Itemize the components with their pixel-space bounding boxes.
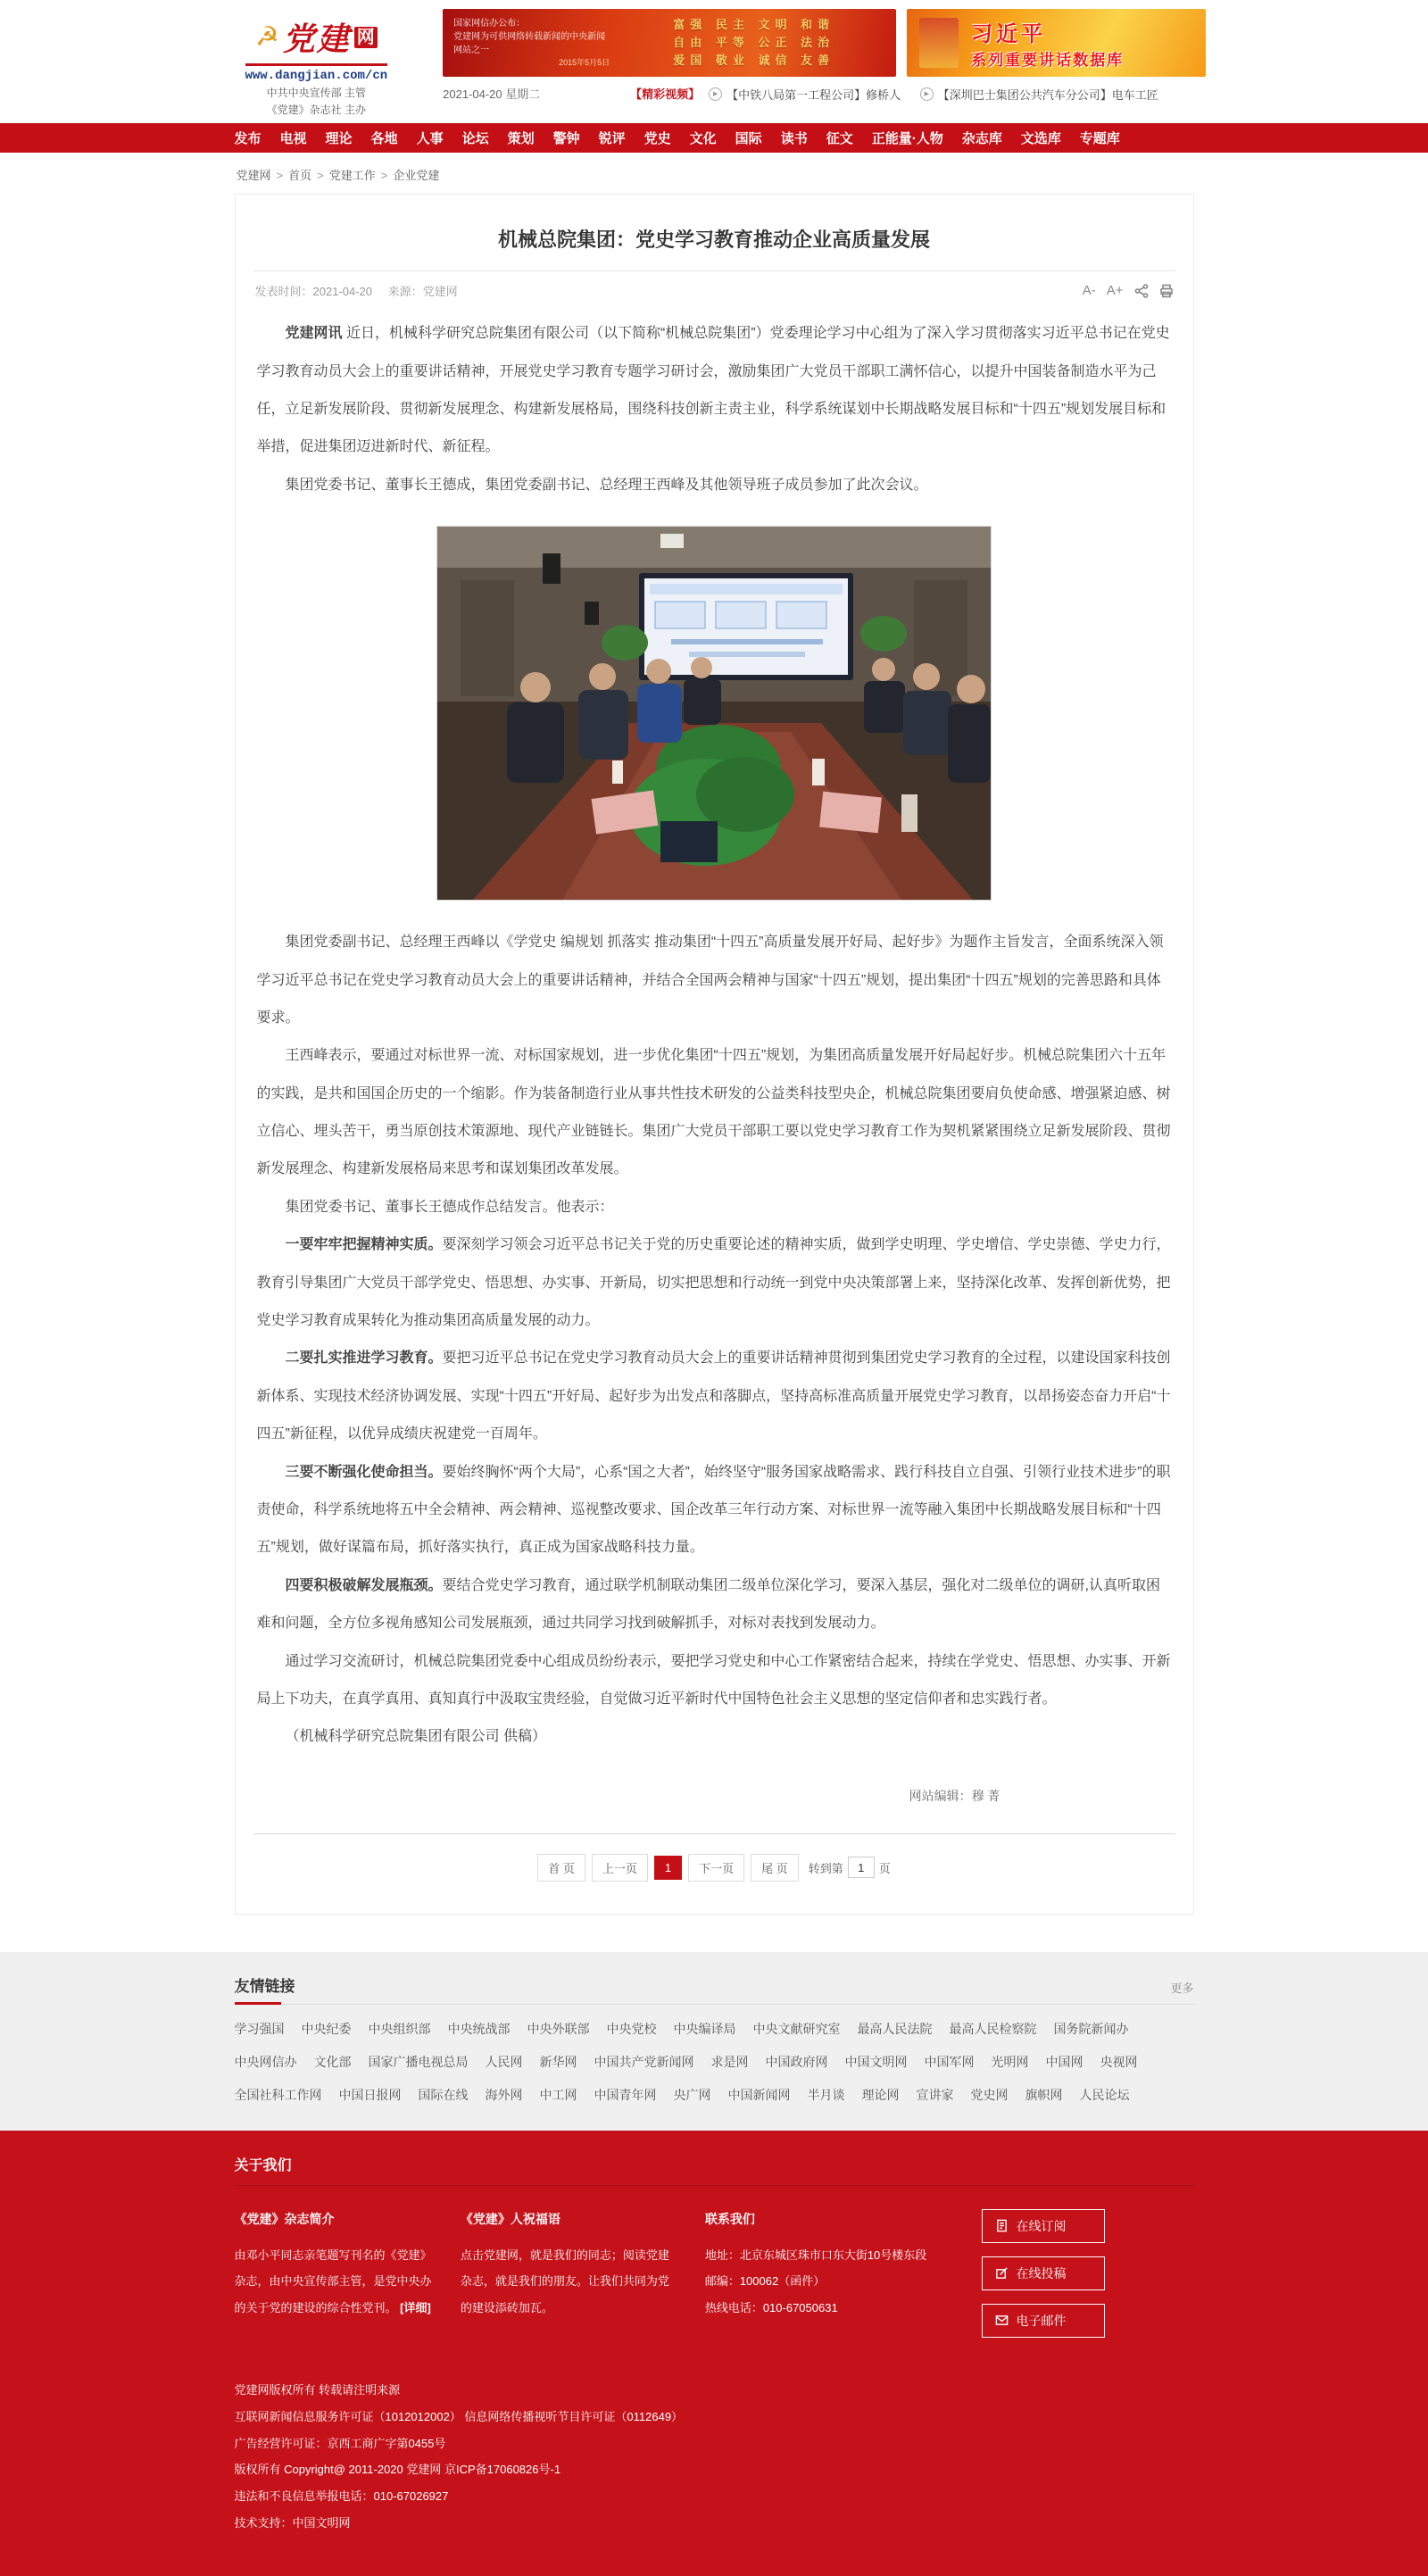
friend-link[interactable]: 国际在线: [418, 2087, 469, 2102]
article-paragraph: （机械科学研究总院集团有限公司 供稿）: [285, 1729, 546, 1745]
friend-link[interactable]: 最高人民检察院: [949, 2021, 1037, 2036]
contact-line: 邮编：100062（函件）: [704, 2274, 826, 2289]
friend-link[interactable]: 人民网: [485, 2054, 523, 2069]
friend-link[interactable]: 光明网: [991, 2054, 1029, 2069]
article-paragraph: 通过学习交流研讨，机械总院集团党委中心组成员纷纷表示，要把学习党史和中心工作紧密结合起来，持续在学党史、悟思想、办实事、开新局上下功夫，在真学真用、真知真行中汲取宝贵经验，自觉做习近平新时代中国特色社会主义思想的坚定信仰者和忠实践行者。: [256, 1653, 1171, 1707]
subscribe-icon: [995, 2219, 1009, 2232]
publish-time: 发表时间：2021-04-20: [254, 285, 372, 299]
article-paragraph: 集团党委书记、董事长王德成，集团党委副书记、总经理王西峰及其他领导班子成员参加了此次会议。: [285, 477, 928, 493]
breadcrumb-separator: >: [276, 169, 284, 183]
goto-label-suffix: 页: [878, 1861, 891, 1875]
article-meta: [255, 282, 470, 299]
nav-item[interactable]: 党史: [643, 131, 671, 147]
friend-link[interactable]: 理论网: [861, 2087, 900, 2102]
nav-item[interactable]: 国际: [735, 131, 762, 147]
copyright-line: 互联网新闻信息服务许可证（1012012002） 信息网络传播视听节目许可证（0112649）: [234, 2409, 684, 2423]
links-more-button[interactable]: 更多: [1170, 1981, 1194, 1995]
article-source: 来源：党建网: [387, 285, 458, 299]
print-icon[interactable]: [1159, 284, 1174, 298]
nav-item[interactable]: 论坛: [461, 131, 489, 147]
first-page-button[interactable]: 首 页: [537, 1854, 585, 1882]
current-page-button[interactable]: 1: [654, 1856, 682, 1880]
friend-link[interactable]: 中央组织部: [368, 2021, 431, 2036]
play-icon: ▶: [709, 87, 722, 101]
nav-item[interactable]: 各地: [370, 131, 398, 147]
banner-note: 国家网信办公布： 党建网为可供网络转载新闻的中央新闻网站之一 2015年5月5日: [453, 18, 610, 67]
ticker-item[interactable]: ▶ 【中铁八局第一工程公司】修桥人: [709, 86, 901, 103]
online-subscribe-button[interactable]: 在线订阅: [982, 2209, 1105, 2243]
magazine-intro-column: 《党建》杂志简介 由邓小平同志亲笔题写刊名的《党建》杂志，由中央宣传部主管，是党中央办的关于党的建设的综合性党刊。 [详细]: [234, 2211, 432, 2314]
contact-line: 热线电话：010-67050631: [704, 2300, 838, 2314]
goto-label-prefix: 转到第: [808, 1861, 843, 1875]
party-emblem-icon: ☭: [254, 21, 279, 52]
contact-column: 联系我们 地址：北京东城区珠市口东大街10号楼东段 邮编：100062（函件） 热线电话：010-67050631: [705, 2206, 982, 2338]
breadcrumb: [235, 153, 1194, 194]
nav-item[interactable]: 征文: [826, 131, 853, 147]
site-footer: [0, 2131, 1428, 2576]
breadcrumb-separator: >: [380, 169, 388, 183]
friend-link[interactable]: 中央纪委: [301, 2021, 352, 2036]
friend-link[interactable]: 旗帜网: [1025, 2087, 1063, 2102]
article-paragraph: 四要积极破解发展瓶颈。要结合党史学习教育，通过联学机制联动集团二级单位深化学习，要深入基层，强化对二级单位的调研,认真听取困难和问题，全方位多视角感知公司发展瓶颈，通过共同学习找到破解抓手，对标对表找到发展动力。: [256, 1577, 1160, 1632]
editor-line: 网站编辑：穆 菁: [909, 1788, 1000, 1803]
friend-link[interactable]: 人民论坛: [1079, 2087, 1130, 2102]
friend-link[interactable]: 中央网信办: [234, 2054, 297, 2069]
copyright-line: 广告经营许可证：京西工商广字第0455号: [234, 2436, 446, 2450]
article-body: [250, 303, 1179, 1757]
friend-link[interactable]: 中国日报网: [338, 2087, 402, 2102]
friend-link[interactable]: 党史网: [970, 2087, 1009, 2102]
friend-link[interactable]: 中央党校: [606, 2021, 657, 2036]
nav-item[interactable]: 人事: [416, 131, 444, 147]
logo-net-badge: 网: [354, 27, 378, 48]
friendship-links-section: [0, 1952, 1428, 2131]
main-navigation: [0, 123, 1428, 153]
friend-link[interactable]: 中工网: [539, 2087, 577, 2102]
play-icon: ▶: [920, 87, 934, 101]
article-paragraph: 集团党委书记、董事长王德成作总结发言。他表示：: [285, 1199, 614, 1215]
nav-item[interactable]: 警钟: [552, 131, 580, 147]
links-title: 友情链接: [234, 1977, 295, 1995]
friend-link[interactable]: 中央外联部: [527, 2021, 590, 2036]
nav-item[interactable]: 电视: [279, 131, 307, 147]
goto-page-input[interactable]: [848, 1857, 875, 1878]
friend-link[interactable]: 中央统战部: [447, 2021, 511, 2036]
font-decrease-button[interactable]: A-: [1082, 283, 1096, 299]
friend-link[interactable]: 中央文献研究室: [752, 2021, 841, 2036]
font-increase-button[interactable]: A+: [1106, 283, 1124, 299]
prev-page-button[interactable]: 上一页: [592, 1854, 648, 1882]
friend-link[interactable]: 央广网: [673, 2087, 711, 2102]
article-paragraph: 二要扎实推进学习教育。要把习近平总书记在党史学习教育动员大会上的重要讲话精神贯彻到集团党史学习教育的全过程，以建设国家科技创新体系、实现技术经济协调发展、实现“十四五”开好局、起好步为出发点和落脚点，坚持高标准高质量开展党史学习教育，以昂扬姿态奋力开启“十四五”新征程，以优异成绩庆祝建党一百周年。: [256, 1350, 1171, 1442]
friend-link[interactable]: 中国政府网: [765, 2054, 828, 2069]
site-logo[interactable]: [235, 9, 399, 118]
article-photo: [436, 526, 992, 901]
article-paragraph: 集团党委副书记、总经理王西峰以《学党史 编规划 抓落实 推动集团“十四五”高质量发展开好局、起好步》为题作主旨发言，全面系统深入领学习近平总书记在党史学习教育动员大会上的重要讲话精神，并结合全国两会精神与国家“十四五”规划，提出集团“十四五”规划的完善思路和具体要求。: [256, 935, 1164, 1026]
ticker-item[interactable]: ▶ 【深圳巴士集团公共汽车分公司】电车工匠: [920, 86, 1158, 103]
copyright-block: [235, 2377, 1194, 2537]
contact-line: 地址：北京东城区珠市口东大街10号楼东段: [704, 2248, 927, 2263]
friend-link[interactable]: 中国网: [1045, 2054, 1083, 2069]
article-paragraph: 三要不断强化使命担当。要始终胸怀“两个大局”，心系“国之大者”，始终坚守“服务国家战略需求、践行科技自立自强、引领行业技术进步”的职责使命，科学系统地将五中全会精神、两会精神、巡视整改要求、国企改革三年行动方案、对标世界一流等融入集团中长期战略发展目标和“十四五”规划，做好谋篇布局，抓好落实执行，真正成为国家战略科技力量。: [256, 1464, 1171, 1556]
friend-link[interactable]: 中国新闻网: [727, 2087, 791, 2102]
links-row: [235, 2038, 1194, 2071]
supervisor-line: 中共中央宣传部 主管: [266, 87, 366, 99]
ticker-label: 【精彩视频】: [630, 87, 701, 102]
friend-link[interactable]: 学习强国: [234, 2021, 285, 2036]
friend-link[interactable]: 国务院新闻办: [1053, 2021, 1129, 2036]
breadcrumb-item[interactable]: 首页: [288, 169, 312, 183]
friend-link[interactable]: 全国社科工作网: [234, 2087, 322, 2102]
nav-item[interactable]: 正能量·人物: [871, 131, 943, 147]
current-date: 2021-04-20 星期二: [443, 87, 541, 102]
breadcrumb-item[interactable]: 企业党建: [393, 169, 440, 183]
video-ticker: [709, 85, 1175, 103]
friend-link[interactable]: 宣讲家: [916, 2087, 954, 2102]
copyright-line: 版权所有 Copyright@ 2011-2020 党建网 京ICP备17060826号-1: [234, 2463, 561, 2477]
nav-item[interactable]: 理论: [325, 131, 353, 147]
detail-link[interactable]: [详细]: [400, 2300, 431, 2314]
friend-link[interactable]: 文化部: [313, 2054, 352, 2069]
logo-text: 党建: [282, 21, 351, 57]
breadcrumb-separator: >: [317, 169, 324, 183]
email-button[interactable]: 电子邮件: [982, 2304, 1105, 2338]
links-row: [235, 2005, 1194, 2038]
site-header: [0, 0, 1428, 123]
friend-link[interactable]: 中国青年网: [594, 2087, 657, 2102]
about-us-title: 关于我们: [235, 2154, 1194, 2186]
breadcrumb-item[interactable]: 党建网: [236, 169, 271, 183]
nav-item[interactable]: 读书: [780, 131, 808, 147]
pagination: [250, 1834, 1179, 1887]
nav-item[interactable]: 文化: [689, 131, 717, 147]
nav-item[interactable]: 杂志库: [961, 131, 1002, 147]
breadcrumb-item[interactable]: 党建工作: [328, 169, 376, 183]
online-submit-button[interactable]: 在线投稿: [982, 2256, 1105, 2290]
nav-item[interactable]: 发布: [234, 131, 262, 147]
copyright-line: 违法和不良信息举报电话：010-67026927: [234, 2489, 449, 2504]
links-row: [235, 2071, 1194, 2104]
share-icon[interactable]: [1134, 284, 1149, 298]
friend-link[interactable]: 中央编译局: [673, 2021, 736, 2036]
mail-icon: [995, 2314, 1009, 2327]
friend-link[interactable]: 中国共产党新闻网: [594, 2054, 694, 2069]
friend-link[interactable]: 求是网: [710, 2054, 749, 2069]
friend-link[interactable]: 海外网: [485, 2087, 523, 2102]
nav-item[interactable]: 文选库: [1020, 131, 1061, 147]
friend-link[interactable]: 半月谈: [807, 2087, 845, 2102]
article-paragraph: 王西峰表示，要通过对标世界一流、对标国家规划，进一步优化集团“十四五”规划，为集团高质量发展开好局起好步。机械总院集团六十五年的实践，是共和国国企历史的一个缩影。作为装备制造行业从事共性技术研发的公益类科技型央企，机械总院集团要肩负使命感、增强紧迫感、树立信心、埋头苦干，勇当原创技术策源地、现代产业链链长。集团广大党员干部职工要以党史学习教育工作为契机紧紧围绕立足新发展阶段、贯彻新发展理念、构建新发展格局来思考和谋划集团改革发展。: [256, 1048, 1171, 1177]
friend-link[interactable]: 中国军网: [924, 2054, 975, 2069]
last-page-button[interactable]: 尾 页: [751, 1854, 799, 1882]
nav-item[interactable]: 专题库: [1079, 131, 1120, 147]
blessing-column: 《党建》人祝福语 点击党建网，就是我们的同志；阅读党建杂志，就是我们的朋友。让我们共同为党的建设添砖加瓦。: [460, 2211, 669, 2314]
core-values-text: 富强 民主 文明 和谐 自由 平等 公正 法治 爱国 敬业 诚信 友善: [673, 17, 835, 68]
article-container: [235, 194, 1194, 1915]
page-title: 机械总院集团：党史学习教育推动企业高质量发展: [497, 229, 930, 252]
nav-item[interactable]: 锐评: [598, 131, 626, 147]
article-paragraph: 党建网讯 近日，机械科学研究总院集团有限公司（以下简称“机械总院集团”）党委理论学习中心组为了深入学习贯彻落实习近平总书记在党史学习教育动员大会上的重要讲话精神，开展党史学习教育专题学习研讨会，激励集团广大党员干部职工满怀信心，以提升中国装备制造水平为己任，立足新发展阶段、贯彻新发展理念、构建新发展格局，围绕科技创新主责主业，科学系统谋划中长期战略发展目标和“十四五”规划发展目标和举措，促进集团迈进新时代、新征程。: [256, 326, 1170, 455]
friend-link[interactable]: 国家广播电视总局: [368, 2054, 469, 2069]
xi-speech-database-banner[interactable]: 习近平 系列重要讲话数据库: [907, 9, 1206, 77]
article-paragraph: 一要牢牢把握精神实质。要深刻学习领会习近平总书记关于党的历史重要论述的精神实质，做到学史明理、学史增信、学史崇德、学史力行，教育引导集团广大党员干部学党史、悟思想、办实事、开新局，切实把思想和行动统一到党中央决策部署上来，坚持深化改革、发挥创新优势，把党史学习教育成果转化为推动集团高质量发展的动力。: [256, 1237, 1171, 1329]
copyright-line: 党建网版权所有 转载请注明来源: [234, 2382, 401, 2397]
next-page-button[interactable]: 下一页: [688, 1854, 744, 1882]
organizer-line: 《党建》杂志社 主办: [266, 103, 366, 116]
pencil-icon: [995, 2266, 1009, 2280]
copyright-line: 技术支持：中国文明网: [234, 2516, 351, 2530]
friend-link[interactable]: 中国文明网: [844, 2054, 908, 2069]
site-url: www.dangjian.com/cn: [245, 63, 388, 83]
core-values-banner[interactable]: [443, 9, 896, 77]
friend-link[interactable]: 最高人民法院: [857, 2021, 933, 2036]
nav-item[interactable]: 策划: [507, 131, 535, 147]
friend-link[interactable]: 新华网: [539, 2054, 577, 2069]
friend-link[interactable]: 央视网: [1100, 2054, 1138, 2069]
